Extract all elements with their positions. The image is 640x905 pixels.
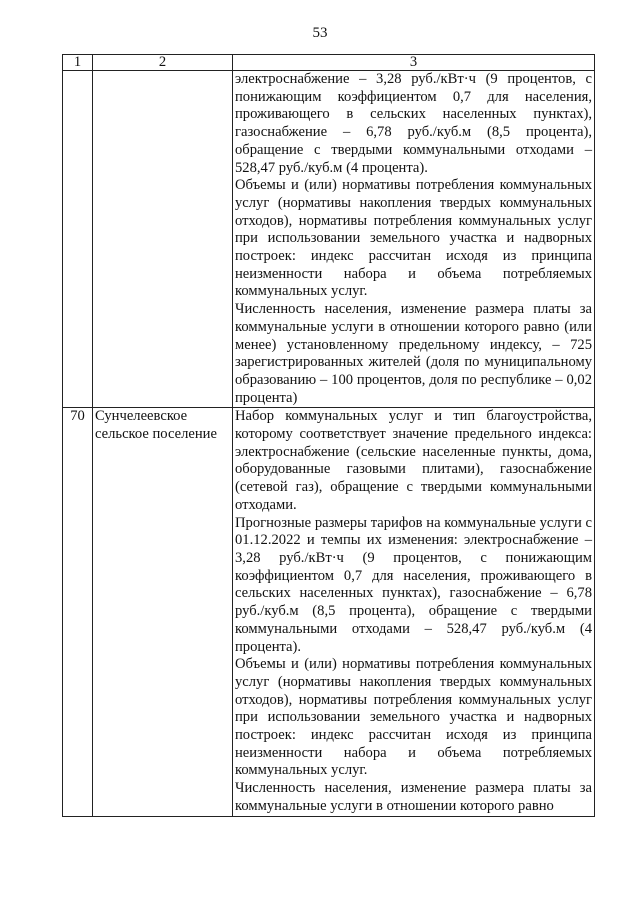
- header-cell-2: 2: [93, 55, 233, 71]
- paragraph: Набор коммунальных услуг и тип благоустройства, которому соответствует значение предельного индекса: электроснабжение (сельские населенные пункты, дома, оборудованные газовыми плитами), газоснабжение (сетевой газ), обращение с твердыми коммунальными отходами.: [235, 408, 592, 513]
- header-cell-1: 1: [63, 55, 93, 71]
- table-header-row: [63, 55, 595, 71]
- page-number: 53: [312, 25, 328, 41]
- settlement-name: Сунчелеевское сельское поселение: [93, 408, 233, 816]
- tariff-table: [62, 54, 595, 817]
- table-row: [63, 71, 595, 408]
- paragraph: Объемы и (или) нормативы потребления коммунальных услуг (нормативы накопления твердых коммунальных отходов), нормативы потребления коммунальных услуг при использовании земельного участка и надворных построек: индекс рассчитан исходя из принципа неизменности набора и объема потребляемых коммунальных услуг.: [235, 177, 592, 300]
- paragraph: Численность населения, изменение размера платы за коммунальные услуги в отношении которого равно: [235, 780, 592, 814]
- paragraph: электроснабжение – 3,28 руб./кВт·ч (9 процентов, с понижающим коэффициентом 0,7 для населения, проживающего в сельских населенных пунктах), газоснабжение – 6,78 руб./куб.м (8,5 процента), обращение с твердыми коммунальными отходами – 528,47 руб./куб.м (4 процента).: [235, 71, 592, 176]
- description-cell: [233, 71, 595, 408]
- settlement-name: [93, 71, 233, 408]
- paragraph: Прогнозные размеры тарифов на коммунальные услуги с 01.12.2022 и темпы их изменения: электроснабжение – 3,28 руб./кВт·ч (9 процентов, с понижающим коэффициентом 0,7 для населения, проживающего в сельских населенных пунктах), газоснабжение – 6,78 руб./куб.м (8,5 процента), обращение с твердыми коммунальными отходами – 528,47 руб./куб.м (4 процента).: [235, 514, 592, 655]
- row-number: 70: [63, 408, 93, 816]
- paragraph: Численность населения, изменение размера платы за коммунальные услуги в отношении которого равно (или менее) установленному предельному индексу, – 725 зарегистрированных жителей (доля по муниципальному образованию – 100 процентов, доля по республике – 0,02 процента): [235, 301, 592, 406]
- row-number: [63, 71, 93, 408]
- header-cell-3: 3: [233, 55, 595, 71]
- table-row: [63, 408, 595, 816]
- paragraph: Объемы и (или) нормативы потребления коммунальных услуг (нормативы накопления твердых коммунальных отходов), нормативы потребления коммунальных услуг при использовании земельного участка и надворных построек: индекс рассчитан исходя из принципа неизменности набора и объема потребляемых коммунальных услуг.: [235, 656, 592, 779]
- description-cell: [233, 408, 595, 816]
